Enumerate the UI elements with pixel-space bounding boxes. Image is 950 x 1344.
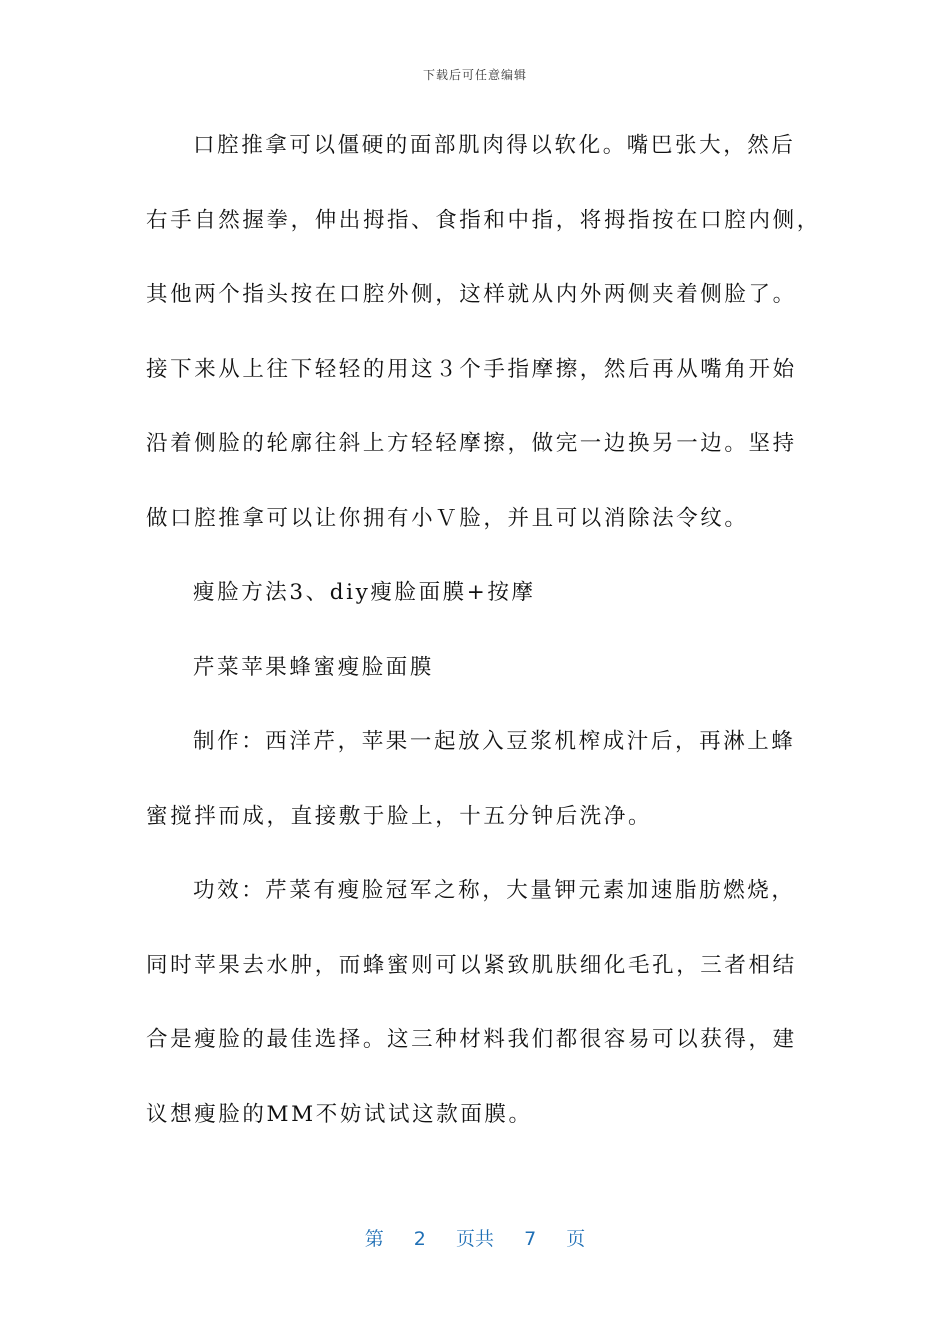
paragraph-line: 议想瘦脸的MM不妨试试这款面膜。 <box>146 1101 533 1127</box>
document-body <box>146 128 821 1171</box>
paragraph-line: 接下来从上往下轻轻的用这３个手指摩擦，然后再从嘴角开始 <box>146 356 797 382</box>
recipe-title: 芹菜苹果蜂蜜瘦脸面膜 <box>193 654 435 680</box>
paragraph-line: 合是瘦脸的最佳选择。这三种材料我们都很容易可以获得，建 <box>146 1027 797 1052</box>
paragraph-line: 做口腔推拿可以让你拥有小Ｖ脸，并且可以消除法令纹。 <box>146 505 749 531</box>
paragraph-line: 其他两个指头按在口腔外侧，这样就从内外两侧夹着侧脸了。 <box>146 282 797 307</box>
footer-current-page: 2 <box>413 1228 426 1250</box>
paragraph-line: 口腔推拿可以僵硬的面部肌肉得以软化。嘴巴张大，然后 <box>193 133 796 158</box>
paragraph-line: 同时苹果去水肿，而蜂蜜则可以紧致肌肤细化毛孔，三者相结 <box>146 952 797 978</box>
footer-total-pages: 7 <box>524 1228 537 1250</box>
section-heading: 瘦脸方法3、diy瘦脸面膜+按摩 <box>193 580 536 605</box>
footer-prefix: 第 <box>364 1228 384 1250</box>
paragraph-line: 功效：芹菜有瘦脸冠军之称，大量钾元素加速脂肪燃烧， <box>193 878 796 903</box>
footer-middle: 页共 <box>455 1228 494 1250</box>
paragraph-line: 制作：西洋芹，苹果一起放入豆浆机榨成汁后，再淋上蜂 <box>193 729 796 754</box>
paragraph-line: 蜜搅拌而成，直接敷于脸上，十五分钟后洗净。 <box>146 803 653 829</box>
page-number-footer <box>0 1224 950 1251</box>
page-header-note: 下载后可任意编辑 <box>422 68 527 82</box>
paragraph-line: 沿着侧脸的轮廓往斜上方轻轻摩擦，做完一边换另一边。坚持 <box>146 431 797 456</box>
footer-suffix: 页 <box>566 1228 586 1250</box>
paragraph-line: 右手自然握拳，伸出拇指、食指和中指，将拇指按在口腔内侧， <box>146 207 821 233</box>
